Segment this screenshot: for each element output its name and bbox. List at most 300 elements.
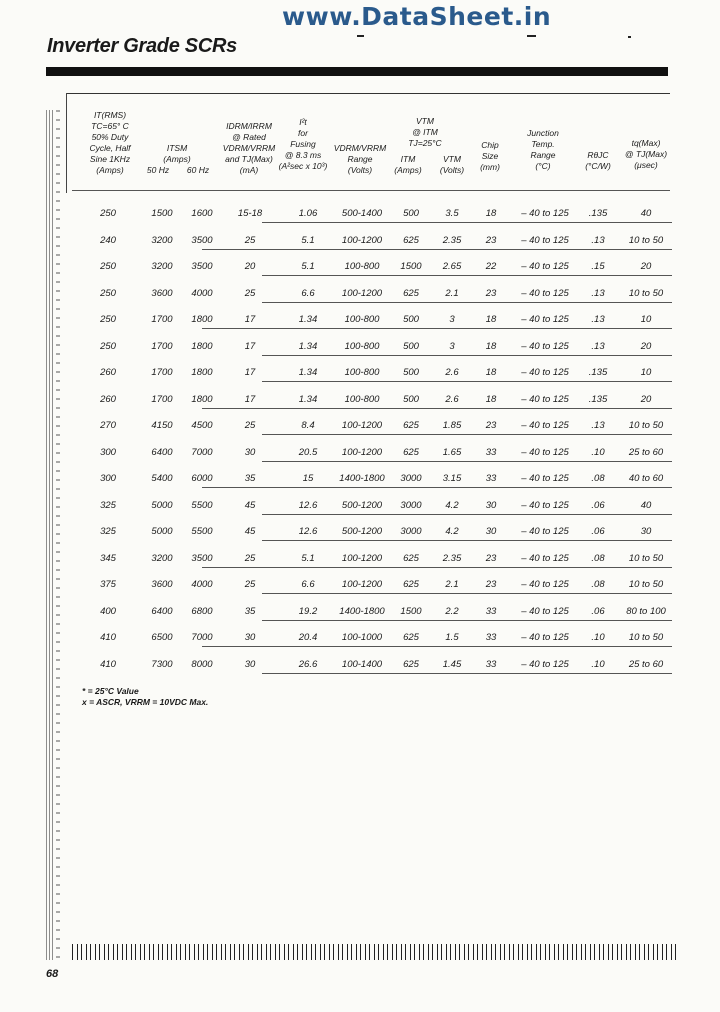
header-line: VDRM/VRRM [222,143,276,153]
cell-tq: 10 to 50 [628,632,664,643]
table-row [72,306,672,333]
cell-rejc: .13 [591,234,605,246]
cell-tq: 10 [640,367,652,378]
cell-vdrm-range: 100-800 [344,393,380,405]
cell-i2t: 5.1 [301,552,315,564]
cell-vdrm-range: 100-1200 [341,287,383,299]
cell-rejc: .13 [591,420,605,431]
cell-rejc: .13 [591,340,605,352]
cell-junction-temp: – 40 to 125 [521,499,569,511]
table-top-rule [66,93,670,94]
cell-itsm-50hz: 3200 [151,552,173,564]
cell-idrm: 30 [244,658,256,670]
cell-rejc: .10 [591,658,605,670]
cell-rejc: .135 [588,208,608,219]
cell-idrm: 25 [244,287,256,299]
header-60hz: 60 Hz [186,165,210,175]
cell-i2t: 6.6 [301,287,315,299]
cell-itsm-60hz: 4000 [191,287,213,299]
cell-itsm-50hz: 4150 [151,420,173,431]
cell-i2t: 1.34 [298,393,318,405]
row-rule [202,249,672,250]
cell-rejc: .10 [591,632,605,643]
cell-itsm-60hz: 3500 [191,552,213,564]
page-number: 68 [46,968,59,980]
cell-tq: 20 [640,393,652,405]
cell-itm: 500 [403,314,419,325]
cell-itsm-60hz: 5500 [191,499,213,511]
cell-vdrm-range: 500-1200 [341,499,383,511]
header-itm [388,154,428,176]
cell-vdrm-range: 500-1400 [341,208,383,219]
cell-itsm-60hz: 4500 [191,420,213,431]
cell-itsm-60hz: 1800 [191,340,213,352]
cell-chip-size: 33 [485,632,497,643]
row-rule [262,434,672,435]
header-line: (Amps) [96,165,124,175]
cell-rejc: .13 [591,314,605,325]
cell-vtm: 2.1 [445,579,459,590]
row-rule [202,646,672,647]
cell-itsm-50hz: 5000 [151,526,173,537]
row-rule [262,593,672,594]
header-line: Sine 1KHz [89,154,131,164]
cell-chip-size: 23 [485,420,497,431]
cell-vdrm-range: 100-800 [344,314,380,325]
cell-rejc: .08 [591,579,605,590]
cell-junction-temp: – 40 to 125 [521,605,569,617]
cell-tq: 10 to 50 [628,287,664,299]
cell-itsm-60hz: 1600 [191,208,213,219]
cell-itm: 500 [403,340,419,352]
cell-vdrm-range: 100-800 [344,340,380,352]
table-row [72,253,672,280]
cell-idrm: 35 [244,473,256,484]
cell-junction-temp: – 40 to 125 [521,287,569,299]
row-rule [262,461,672,462]
header-line: (mA) [239,165,259,175]
cell-vdrm-range: 100-1400 [341,658,383,670]
header-line: Range [530,150,556,160]
cell-tq: 80 to 100 [626,605,666,617]
header-line: Size [481,151,499,161]
cell-it-rms: 250 [100,340,116,352]
header-line: RθJC [587,150,609,160]
cell-vtm: 3.5 [445,208,459,219]
header-line: for [298,128,308,138]
cell-junction-temp: – 40 to 125 [521,446,569,458]
cell-chip-size: 23 [485,579,497,590]
cell-vtm: 2.6 [445,367,459,378]
cell-itsm-60hz: 6000 [191,473,213,484]
cell-vdrm-range: 1400-1800 [339,473,385,484]
header-line: @ Rated [232,132,266,142]
cell-tq: 40 to 60 [628,473,664,484]
cell-rejc: .15 [591,261,605,272]
header-line: @ 8.3 ms [284,150,322,160]
cell-vtm: 1.45 [442,658,462,670]
cell-i2t: 1.06 [298,208,318,219]
cell-it-rms: 410 [100,658,116,670]
table-row [72,598,672,625]
barcode-strip [72,944,676,960]
header-bottom-rule [72,190,670,191]
cell-itsm-50hz: 1700 [151,393,173,405]
cell-junction-temp: – 40 to 125 [521,208,569,219]
row-rule [262,355,672,356]
cell-tq: 25 to 60 [628,446,664,458]
cell-tq: 40 [640,499,652,511]
header-line: (Volts) [439,165,465,175]
cell-itsm-60hz: 1800 [191,367,213,378]
cell-idrm: 30 [244,446,256,458]
cell-chip-size: 18 [485,340,497,352]
cell-vtm: 2.35 [442,234,462,246]
cell-chip-size: 30 [485,499,497,511]
cell-idrm: 20 [244,261,256,272]
cell-vdrm-range: 100-1200 [341,579,383,590]
cell-tq: 25 to 60 [628,658,664,670]
cell-it-rms: 270 [100,420,116,431]
cell-vtm: 2.65 [442,261,462,272]
cell-it-rms: 260 [100,393,116,405]
footnote: x = ASCR, VRRM = 10VDC Max. [82,697,209,707]
cell-junction-temp: – 40 to 125 [521,552,569,564]
cell-itm: 625 [403,234,419,246]
cell-tq: 20 [640,261,652,272]
cell-rejc: .135 [588,393,608,405]
cell-itsm-50hz: 3600 [151,579,173,590]
cell-itsm-50hz: 3200 [151,261,173,272]
cell-itm: 3000 [400,526,422,537]
header-line: ITSM [166,143,188,153]
cell-junction-temp: – 40 to 125 [521,579,569,590]
header-tq [618,138,674,171]
cell-rejc: .10 [591,446,605,458]
cell-itsm-60hz: 7000 [191,446,213,458]
cell-vtm: 4.2 [445,499,459,511]
header-line: VTM [416,116,434,126]
cell-i2t: 12.6 [298,499,318,511]
header-line: and TJ(Max) [225,154,273,164]
cell-itm: 625 [403,579,419,590]
cell-tq: 10 to 50 [628,420,664,431]
cell-i2t: 15 [302,473,314,484]
cell-junction-temp: – 40 to 125 [521,367,569,378]
cell-it-rms: 325 [100,499,116,511]
header-rejc [578,150,618,172]
cell-idrm: 17 [244,393,256,405]
cell-tq: 10 to 50 [628,579,664,590]
header-line: TC=65° C [91,121,129,131]
cell-vtm: 3.15 [442,473,462,484]
cell-vtm: 1.85 [442,420,462,431]
cell-it-rms: 325 [100,526,116,537]
header-line: (μsec) [634,160,658,170]
cell-rejc: .08 [591,552,605,564]
cell-chip-size: 18 [485,367,497,378]
header-line: (°C/W) [585,161,611,171]
cell-chip-size: 33 [485,446,497,458]
cell-i2t: 19.2 [298,605,318,617]
cell-vdrm-range: 100-1200 [341,234,383,246]
cell-itm: 625 [403,420,419,431]
row-rule [262,275,672,276]
cell-itsm-60hz: 5500 [191,526,213,537]
cell-itsm-60hz: 1800 [191,314,213,325]
table-row [72,439,672,466]
cell-vtm: 2.6 [445,393,459,405]
header-line: ITM [400,154,416,164]
cell-i2t: 1.34 [298,367,318,378]
row-rule [262,514,672,515]
cell-itsm-60hz: 7000 [191,632,213,643]
cell-itm: 625 [403,632,419,643]
cell-i2t: 5.1 [301,234,315,246]
header-line: (A²sec x 10³) [278,161,328,171]
row-rule [262,302,672,303]
table-row [72,200,672,227]
cell-vtm: 4.2 [445,526,459,537]
header-line: 50% Duty [91,132,129,142]
cell-itsm-50hz: 1700 [151,314,173,325]
cell-tq: 20 [640,340,652,352]
cell-itm: 625 [403,658,419,670]
cell-i2t: 20.4 [298,632,318,643]
cell-chip-size: 22 [485,261,497,272]
cell-junction-temp: – 40 to 125 [521,234,569,246]
cell-idrm: 45 [244,499,256,511]
header-line: Temp. [531,139,555,149]
row-rule [202,328,672,329]
cell-idrm: 25 [244,579,256,590]
cell-chip-size: 23 [485,234,497,246]
cell-itsm-50hz: 1700 [151,367,173,378]
cell-itm: 500 [403,393,419,405]
header-vdrm [332,143,388,176]
binding-ticks [56,110,60,960]
header-line: VDRM/VRRM [333,143,387,153]
cell-itsm-50hz: 1700 [151,340,173,352]
header-i2t [270,117,336,172]
cell-junction-temp: – 40 to 125 [521,632,569,643]
cell-itm: 3000 [400,499,422,511]
cell-idrm: 15-18 [237,208,263,219]
table-row [72,545,672,572]
cell-tq: 10 to 50 [628,234,664,246]
cell-it-rms: 300 [100,473,116,484]
cell-it-rms: 240 [100,234,116,246]
row-rule [262,381,672,382]
table-row [72,492,672,519]
cell-i2t: 20.5 [298,446,318,458]
header-line: IT(RMS) [93,110,127,120]
cell-itm: 625 [403,287,419,299]
cell-rejc: .08 [591,473,605,484]
table-row [72,465,672,492]
cell-chip-size: 18 [485,208,497,219]
cell-it-rms: 250 [100,287,116,299]
cell-junction-temp: – 40 to 125 [521,314,569,325]
cell-itm: 500 [403,208,419,219]
cell-idrm: 35 [244,605,256,617]
cell-vtm: 1.65 [442,446,462,458]
cell-chip-size: 33 [485,473,497,484]
row-rule [202,567,672,568]
cell-vdrm-range: 100-1200 [341,420,383,431]
table-row [72,518,672,545]
mark-dash [527,35,536,37]
cell-itsm-50hz: 7300 [151,658,173,670]
cell-rejc: .06 [591,605,605,617]
cell-itm: 625 [403,446,419,458]
cell-chip-size: 18 [485,393,497,405]
table-row [72,359,672,386]
header-50hz: 50 Hz [146,165,170,175]
cell-i2t: 8.4 [301,420,315,431]
cell-vtm: 2.2 [445,605,459,617]
cell-idrm: 45 [244,526,256,537]
cell-itsm-60hz: 8000 [191,658,213,670]
cell-chip-size: 30 [485,526,497,537]
header-line: Fusing [290,139,316,149]
cell-vtm: 2.1 [445,287,459,299]
cell-it-rms: 345 [100,552,116,564]
cell-itm: 3000 [400,473,422,484]
binding-marks [46,110,54,960]
cell-itsm-50hz: 6400 [151,605,173,617]
header-line: @ ITM [412,127,438,137]
cell-tq: 30 [640,526,652,537]
cell-itsm-60hz: 3500 [191,261,213,272]
header-line: I²t [299,117,307,127]
mark-dash [628,36,631,38]
cell-itsm-50hz: 5400 [151,473,173,484]
cell-chip-size: 33 [485,658,497,670]
cell-junction-temp: – 40 to 125 [521,658,569,670]
header-it-rms [80,110,140,176]
cell-vtm: 3 [449,314,455,325]
header-line: Junction [527,128,559,138]
cell-rejc: .135 [588,367,608,378]
cell-vtm: 2.35 [442,552,462,564]
cell-idrm: 25 [244,234,256,246]
header-line: (Amps) [394,165,422,175]
header-line: (°C) [535,161,551,171]
cell-junction-temp: – 40 to 125 [521,393,569,405]
cell-vdrm-range: 100-1000 [341,632,383,643]
table-row [72,333,672,360]
row-rule [202,487,672,488]
cell-it-rms: 375 [100,579,116,590]
table-row [72,624,672,651]
cell-i2t: 6.6 [301,579,315,590]
mark-dash [357,35,364,37]
cell-chip-size: 18 [485,314,497,325]
cell-itsm-50hz: 5000 [151,499,173,511]
header-line: TJ=25°C [408,138,442,148]
cell-itsm-50hz: 6500 [151,632,173,643]
row-rule [262,673,672,674]
header-line: VTM [443,154,461,164]
page-title: Inverter Grade SCRs [47,35,237,57]
cell-itsm-50hz: 1500 [151,208,173,219]
cell-i2t: 26.6 [298,658,318,670]
cell-tq: 40 [640,208,652,219]
header-line: tq(Max) [631,138,661,148]
header-line: Range [347,154,373,164]
cell-it-rms: 300 [100,446,116,458]
row-rule [262,620,672,621]
table-row [72,227,672,254]
header-line: (Volts) [347,165,373,175]
table-row [72,386,672,413]
cell-vtm: 3 [449,340,455,352]
cell-i2t: 12.6 [298,526,318,537]
cell-junction-temp: – 40 to 125 [521,420,569,431]
cell-it-rms: 250 [100,314,116,325]
cell-vdrm-range: 100-800 [344,367,380,378]
table-row [72,280,672,307]
cell-vtm: 1.5 [445,632,459,643]
table-left-rule [66,93,67,193]
cell-itsm-50hz: 3600 [151,287,173,299]
header-line: Chip [481,140,499,150]
cell-it-rms: 260 [100,367,116,378]
header-line: IDRM/IRRM [226,121,272,131]
cell-it-rms: 400 [100,605,116,617]
cell-junction-temp: – 40 to 125 [521,340,569,352]
cell-i2t: 1.34 [298,340,318,352]
cell-vdrm-range: 100-1200 [341,446,383,458]
cell-vdrm-range: 500-1200 [341,526,383,537]
header-line: @ TJ(Max) [624,149,668,159]
header-line: (Amps) [163,154,191,164]
cell-idrm: 17 [244,340,256,352]
cell-itsm-60hz: 3500 [191,234,213,246]
cell-itsm-50hz: 6400 [151,446,173,458]
cell-chip-size: 23 [485,287,497,299]
cell-vdrm-range: 100-1200 [341,552,383,564]
cell-itm: 1500 [400,261,422,272]
cell-rejc: .13 [591,287,605,299]
cell-itm: 500 [403,367,419,378]
table-row [72,571,672,598]
header-vtm-group [398,116,452,149]
cell-it-rms: 250 [100,261,116,272]
row-rule [262,222,672,223]
title-rule [46,67,668,76]
cell-i2t: 1.34 [298,314,318,325]
header-junction [512,128,574,172]
row-rule [262,540,672,541]
cell-itsm-50hz: 3200 [151,234,173,246]
row-rule [202,408,672,409]
cell-vdrm-range: 1400-1800 [339,605,385,617]
cell-junction-temp: – 40 to 125 [521,473,569,484]
cell-idrm: 17 [244,367,256,378]
cell-rejc: .06 [591,499,605,511]
cell-idrm: 25 [244,420,256,431]
cell-itsm-60hz: 6800 [191,605,213,617]
table-row [72,412,672,439]
cell-itsm-60hz: 1800 [191,393,213,405]
header-vtm [432,154,472,176]
footnote: * = 25°C Value [82,686,139,696]
header-chip [472,140,508,173]
cell-idrm: 25 [244,552,256,564]
cell-tq: 10 [640,314,652,325]
